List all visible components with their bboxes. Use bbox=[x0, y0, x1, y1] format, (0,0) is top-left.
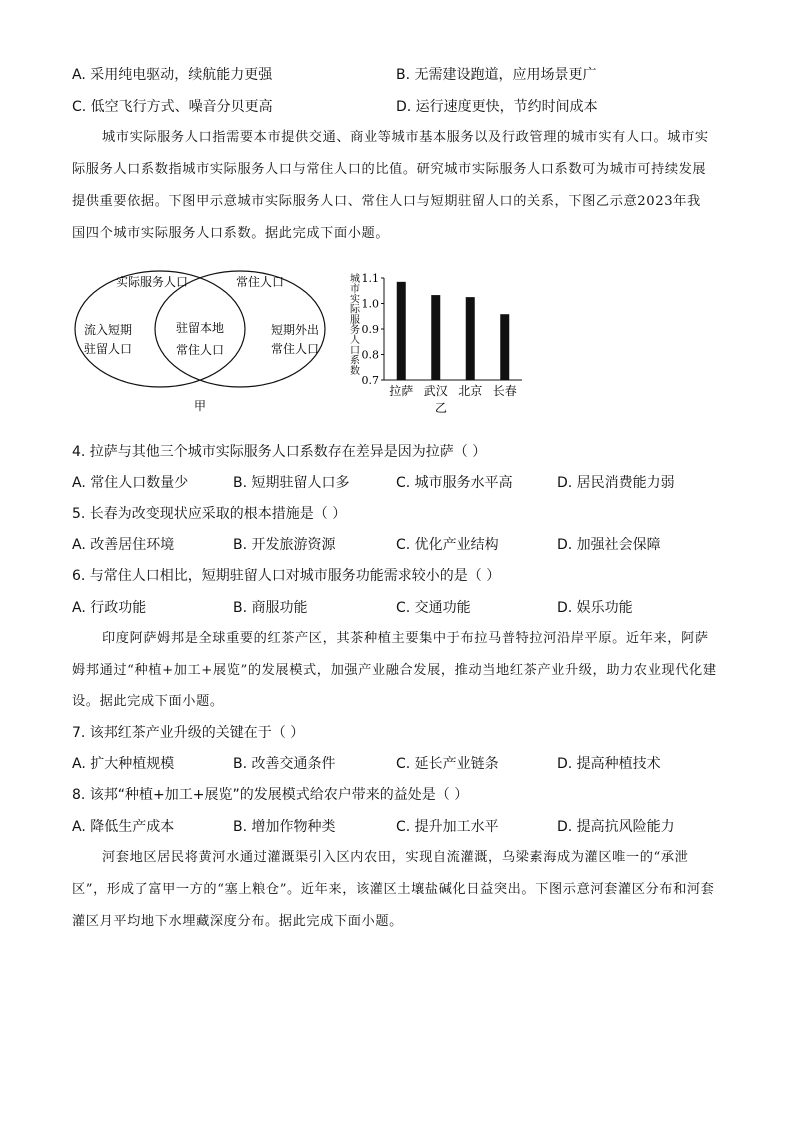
q6-option-c: C. 交通功能 bbox=[396, 600, 471, 616]
q4-option-a: A. 常住人口数量少 bbox=[72, 475, 189, 491]
bar-0 bbox=[397, 282, 406, 380]
passage2-line2: 姆邦通过“种植+加工+展览”的发展模式，加强产业融合发展，推动当地红茶产业升级，助力农业现代化建 bbox=[72, 663, 717, 678]
y-axis-label-char: 际 bbox=[350, 304, 360, 316]
q8-option-a: A. 降低生产成本 bbox=[72, 819, 175, 835]
y-axis-label-char: 城 bbox=[350, 274, 360, 285]
q3-option-c: C. 低空飞行方式、噪音分贝更高 bbox=[72, 99, 273, 115]
y-tick-label: 0.9 bbox=[361, 323, 379, 336]
q6-stem: 6. 与常住人口相比，短期驻留人口对城市服务功能需求较小的是（ ） bbox=[72, 568, 501, 584]
q8-stem: 8. 该邦“种植+加工+展览”的发展模式给农户带来的益处是（ ） bbox=[72, 787, 469, 803]
left-region-line2: 驻留人口 bbox=[83, 342, 133, 356]
passage3-line1: 河套地区居民将黄河水通过灌溉渠引入区内农田，实现自流灌溉，乌梁素海成为灌区唯一的“承泄 bbox=[102, 850, 689, 865]
q5-option-c: C. 优化产业结构 bbox=[396, 537, 499, 553]
q5-option-b: B. 开发旅游资源 bbox=[233, 537, 336, 553]
q7-option-d: D. 提高种植技术 bbox=[557, 756, 661, 772]
x-category-label: 武汉 bbox=[423, 384, 448, 398]
passage1-line4: 国四个城市实际服务人口系数。据此完成下面小题。 bbox=[72, 226, 390, 241]
label-actual-service-population: 实际服务人口 bbox=[115, 275, 189, 289]
q8-option-c: C. 提升加工水平 bbox=[396, 819, 499, 835]
x-category-label: 长春 bbox=[492, 384, 517, 398]
y-axis-label-char: 实 bbox=[350, 294, 360, 306]
label-resident-population: 常住人口 bbox=[235, 275, 285, 289]
q4-option-d: D. 居民消费能力弱 bbox=[557, 475, 675, 491]
q7-stem: 7. 该邦红茶产业升级的关键在于（ ） bbox=[72, 725, 305, 741]
diagram-jia bbox=[72, 268, 342, 416]
y-axis-label-char: 务 bbox=[350, 325, 360, 336]
y-tick-label: 0.8 bbox=[361, 348, 379, 362]
y-axis-label-char: 口 bbox=[350, 345, 360, 357]
q3-option-b: B. 无需建设跑道，应用场景更广 bbox=[396, 67, 597, 83]
passage1-line2: 际服务人口系数指城市实际服务人口与常住人口的比值。研究城市实际服务人口系数可为城市可持续发展 bbox=[72, 162, 707, 177]
q7-option-b: B. 改善交通条件 bbox=[233, 756, 336, 772]
chart-caption-yi: 乙 bbox=[434, 401, 448, 415]
q8-option-b: B. 增加作物种类 bbox=[233, 819, 336, 835]
passage1-line3: 提供重要依据。下图甲示意城市实际服务人口、常住人口与短期驻留人口的关系，下图乙示意2023年我 bbox=[72, 194, 701, 209]
q3-option-a: A. 采用纯电驱动，续航能力更强 bbox=[72, 67, 273, 83]
y-tick-label: 1.1 bbox=[361, 272, 379, 285]
passage2-line3: 设。据此完成下面小题。 bbox=[72, 694, 224, 709]
y-axis-label-char: 数 bbox=[350, 365, 360, 377]
q4-stem: 4. 拉萨与其他三个城市实际服务人口系数存在差异是因为拉萨（ ） bbox=[72, 444, 487, 460]
chart-yi bbox=[346, 268, 536, 418]
q3-option-d: D. 运行速度更快，节约时间成本 bbox=[396, 99, 598, 115]
diagram-caption-jia: 甲 bbox=[193, 399, 207, 413]
y-axis-label-char: 系 bbox=[350, 355, 360, 367]
y-axis-label-char: 市 bbox=[350, 284, 360, 296]
left-region-line1: 流入短期 bbox=[83, 323, 133, 337]
passage1-line1: 城市实际服务人口指需要本市提供交通、商业等城市基本服务以及行政管理的城市实有人口。城市实 bbox=[102, 130, 709, 145]
center-region-line2: 常住人口 bbox=[175, 343, 225, 357]
q4-option-b: B. 短期驻留人口多 bbox=[233, 475, 350, 491]
q5-stem: 5. 长春为改变现状应采取的根本措施是（ ） bbox=[72, 506, 347, 522]
y-axis-label-char: 人 bbox=[350, 335, 360, 347]
x-category-label: 拉萨 bbox=[389, 384, 414, 398]
q6-option-d: D. 娱乐功能 bbox=[557, 600, 633, 616]
q7-option-c: C. 延长产业链条 bbox=[396, 756, 499, 772]
q4-option-c: C. 城市服务水平高 bbox=[396, 475, 513, 491]
q6-option-a: A. 行政功能 bbox=[72, 600, 147, 616]
passage3-line2: 区”，形成了富甲一方的“塞上粮仓”。近年来，该灌区土壤盐碱化日益突出。下图示意河套灌区分布和河套 bbox=[72, 882, 715, 897]
y-axis-label-char: 服 bbox=[350, 314, 360, 326]
bar-2 bbox=[466, 297, 475, 380]
passage2-line1: 印度阿萨姆邦是全球重要的红茶产区，其茶种植主要集中于布拉马普特拉河沿岸平原。近年来，阿萨 bbox=[102, 631, 709, 646]
q6-option-b: B. 商服功能 bbox=[233, 600, 308, 616]
y-tick-label: 0.7 bbox=[361, 374, 379, 387]
y-axis-label bbox=[350, 272, 361, 377]
x-category-label: 北京 bbox=[458, 384, 483, 398]
right-region-line1: 短期外出 bbox=[270, 323, 320, 337]
q5-option-a: A. 改善居住环境 bbox=[72, 537, 175, 553]
passage3-line3: 灌区月平均地下水埋藏深度分布。据此完成下面小题。 bbox=[72, 914, 403, 929]
y-tick-label: 1.0 bbox=[361, 297, 379, 311]
q8-option-d: D. 提高抗风险能力 bbox=[557, 819, 675, 835]
center-region-line1: 驻留本地 bbox=[175, 321, 225, 335]
q7-option-a: A. 扩大种植规模 bbox=[72, 756, 175, 772]
bar-1 bbox=[431, 295, 440, 380]
q5-option-d: D. 加强社会保障 bbox=[557, 537, 661, 553]
right-region-line2: 常住人口 bbox=[270, 342, 320, 356]
bar-3 bbox=[500, 314, 509, 380]
